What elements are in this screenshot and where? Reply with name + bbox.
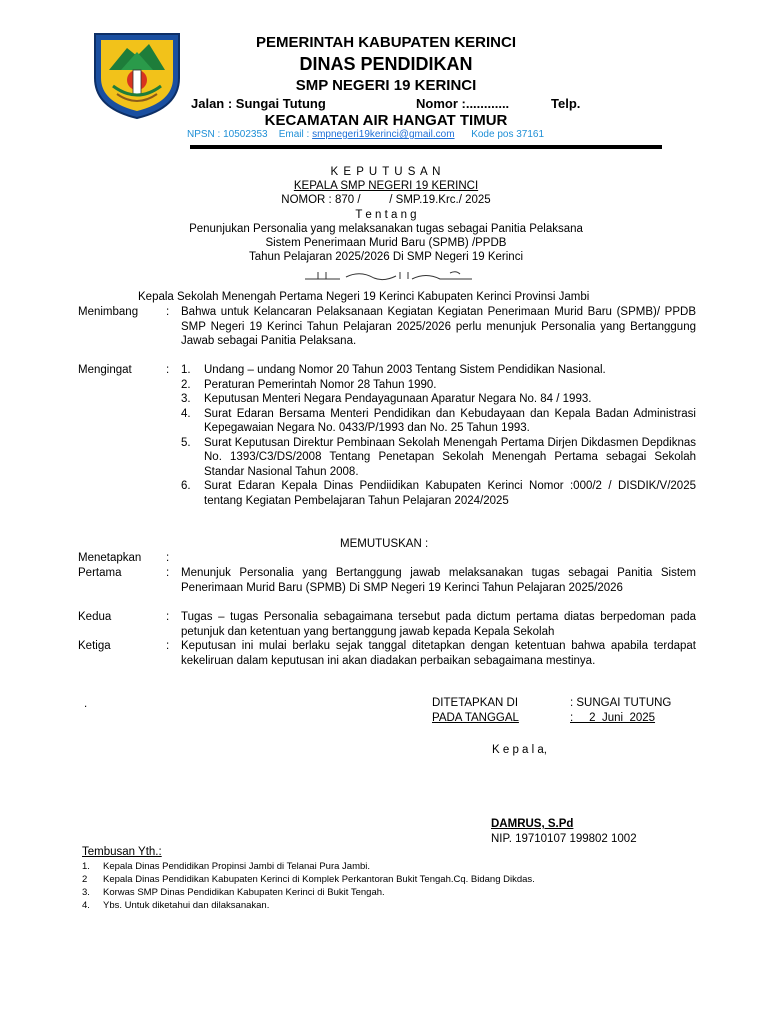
subject-line-1: Penunjukan Personalia yang melaksanakan tugas sebagai Panitia Pelaksana [189,223,583,235]
ketiga-colon: : [166,640,170,652]
tembusan-item-text: Kepala Dinas Pendidikan Propinsi Jambi di Telanai Pura Jambi. [103,861,371,872]
subject-line-3: Tahun Pelajaran 2025/2026 Di SMP Negeri 19 Kerinci [248,251,524,263]
ketiga-text: Keputusan ini mulai berlaku sejak tanggal ditetapkan dengan ketentuan bahwa apabila terdapat kekeliruan dalam keputusan ini akan diadakan perbaikan sebagaimana mestinya. [181,640,696,667]
mengingat-label: Mengingat [78,364,132,376]
government-heading: PEMERINTAH KABUPATEN KERINCI [255,34,516,51]
kedua-label: Kedua [78,611,112,623]
menimbang-colon: : [166,306,170,318]
menetapkan-label: Menetapkan [78,552,142,564]
mengingat-colon: : [166,364,170,376]
mengingat-item-text: Undang – undang Nomor 20 Tahun 2003 Tentang Sistem Pendidikan Nasional. [204,364,606,376]
school-heading: SMP NEGERI 19 KERINCI [295,77,477,94]
telephone-field: Telp. [551,96,581,111]
contact-line [187,129,544,140]
tembusan-item [82,899,702,912]
mengingat-item-text: Keputusan Menteri Negara Pendayagunaan Aparatur Negara No. 84 / 1993. [204,393,592,405]
mengingat-item-number: 2. [181,378,191,391]
mengingat-item-text: Surat Edaran Kepala Dinas Pendiidikan Kabupaten Kerinci Nomor :000/2 / DISDIK/V/2025 tentang Kegiatan Pembelajaran Tahun Pelajaran 2024/2025 [204,480,696,507]
kedua-text: Tugas – tugas Personalia sebagaimana tersebut pada dictum pertama diatas berpedoman pada petunjuk dan ketentuan yang bertanggung jawab kepada Kepala Sekolah [181,611,696,638]
mengingat-item [181,436,696,480]
mengingat-item-text: Surat Keputusan Direktur Pembinaan Sekolah Menengah Pertama Dirjen Dikdasmen Depdiknas No. 1393/C3/DS/2008 Tentang Penetapan Sekolah Menengah Pertama sebagai Sekolah Standar Nasional Tahun 2008. [204,436,696,478]
tembusan-item-number: 1. [82,861,90,872]
menimbang-text: Bahwa untuk Kelancaran Pelaksanaan Kegiatan Kegiatan Penerimaan Murid Baru (SPMB)/ PPDB SMP Negeri 19 Kerinci Tahun Pelajaran 2025/2026 perlu menunjuk Personalia yang Bertanggung Jawab sebagai Panitia Pelaksana. [181,306,696,347]
decree-number: NOMOR : 870 / / SMP.19.Krc./ 2025 [281,194,491,206]
menetapkan-colon: : [166,552,170,564]
department-heading: DINAS PENDIDIKAN [299,54,473,74]
mengingat-item-number: 6. [181,480,191,492]
street-address: Jalan : Sungai Tutung [191,96,326,111]
pertama-label: Pertama [78,567,122,579]
tanggal-label: PADA TANGGAL [432,712,519,724]
decree-title: K E P U T U S A N [330,166,442,178]
mengingat-item-text: Surat Edaran Bersama Menteri Pendidikan dan Kebudayaan dan Kepala Badan Administrasi Kepegawaian Negara No. 0433/P/1993 dan No. 25 Tahun 1993. [204,407,696,434]
mengingat-item-number: 5. [181,436,191,449]
email-link[interactable]: smpnegeri19kerinci@gmail.com [312,129,455,140]
bismillah-calligraphy [300,268,480,284]
header-divider [190,145,662,149]
tembusan-item-text: Korwas SMP Dinas Pendidikan Kabupaten Kerinci di Bukit Tengah. [103,887,385,898]
issuer-title: KEPALA SMP NEGERI 19 KERINCI [293,180,479,192]
signatory-name: DAMRUS, S.Pd [491,818,574,830]
letter-number-field: Nomor :............ [416,96,510,111]
regency-logo [91,30,183,120]
tembusan-item-number: 3. [82,887,90,898]
mengingat-item-number: 3. [181,393,191,405]
tembusan-list [82,860,702,912]
mengingat-item [181,392,696,407]
intro-statement: Kepala Sekolah Menengah Pertama Negeri 19 Kerinci Kabupaten Kerinci Provinsi Jambi [138,291,590,303]
kepala-title: K e p a l a, [492,744,547,756]
signatory-nip: NIP. 19710107 199802 1002 [491,833,637,845]
mengingat-item-number: 1. [181,364,191,376]
email-label: Email : [278,129,310,140]
memutuskan-heading: MEMUTUSKAN : [340,538,429,550]
mengingat-item-text: Peraturan Pemerintah Nomor 28 Tahun 1990. [204,378,437,391]
pertama-text: Menunjuk Personalia yang Bertanggung jawab melaksanakan tugas sebagai Panitia Sistem Penerimaan Murid Baru (SPMB) Di SMP Negeri 19 Kerinci Tahun Pelajaran 2025/2026 [181,567,696,594]
tembusan-item-text: Kepala Dinas Pendidikan Kabupaten Kerinci di Komplek Perkantoran Bukit Tengah.Cq. Bidang Dikdas. [103,874,535,885]
tembusan-item-text: Ybs. Untuk diketahui dan dilaksanakan. [103,900,270,911]
tembusan-item [82,860,702,873]
tembusan-item [82,886,702,899]
about-label: T e n t a n g [355,209,417,221]
ditetapkan-value: : SUNGAI TUTUNG [570,697,672,709]
postal-code: Kode pos 37161 [471,129,545,140]
mengingat-list [181,363,696,508]
district-heading: KECAMATAN AIR HANGAT TIMUR [264,112,508,129]
mengingat-item-number: 4. [181,407,191,420]
kedua-colon: : [166,611,170,623]
tembusan-item [82,873,702,886]
subject-line-2: Sistem Penerimaan Murid Baru (SPMB) /PPDB [265,237,507,249]
tembusan-item-number: 4. [82,900,90,911]
mengingat-item [181,378,696,393]
npsn: NPSN : 10502353 [187,129,268,140]
mengingat-item [181,363,696,378]
ketiga-label: Ketiga [78,640,111,652]
tembusan-title: Tembusan Yth.: [82,846,162,858]
menimbang-label: Menimbang [78,306,139,318]
tembusan-item-number: 2 [82,874,88,885]
ditetapkan-label: DITETAPKAN DI [432,697,519,709]
stray-dot: . [84,698,88,710]
mengingat-item [181,479,696,508]
tanggal-value: : 2 Juni 2025 [570,712,656,724]
pertama-colon: : [166,567,170,579]
mengingat-item [181,407,696,436]
